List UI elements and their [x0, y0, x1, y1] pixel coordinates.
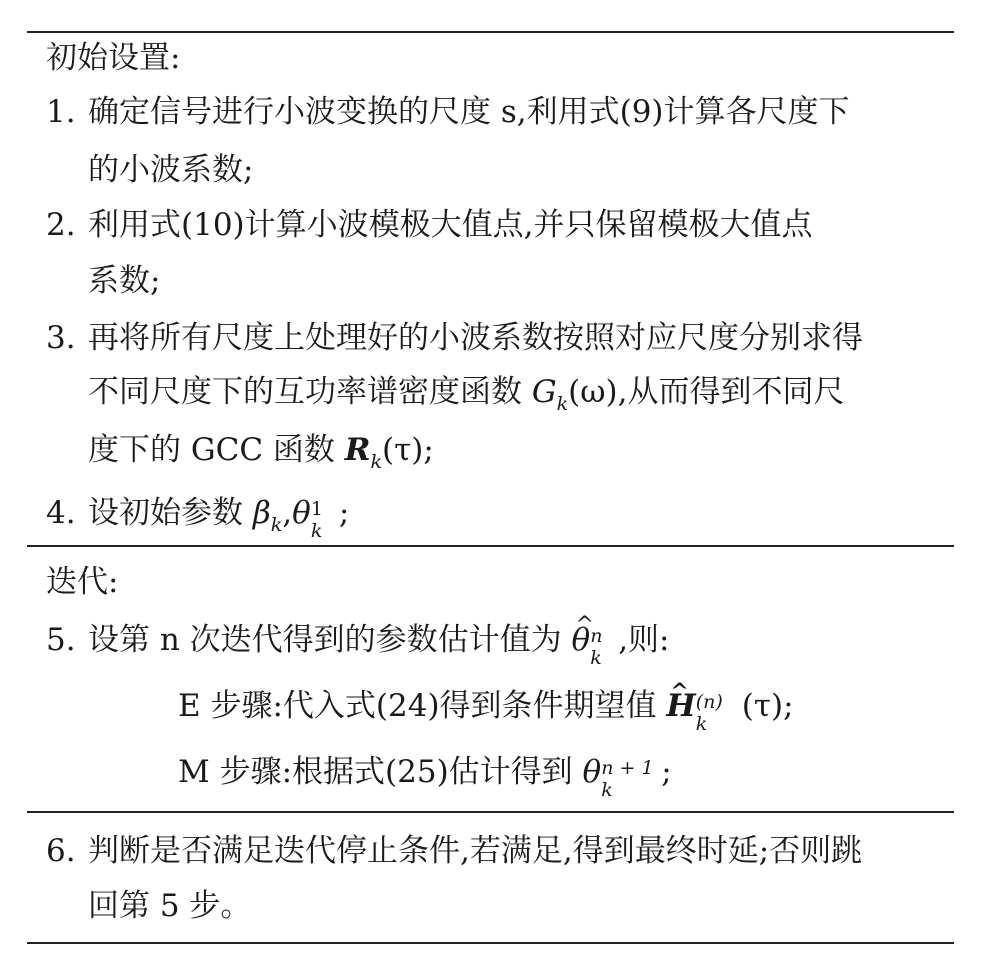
- e-step-text-b: ;: [783, 688, 794, 724]
- psd-subscript: k: [556, 393, 569, 415]
- step-2-number: 2.: [46, 207, 76, 243]
- psd-argument: (ω): [568, 374, 618, 410]
- bottom-rule: [27, 942, 954, 944]
- step-4-line: [88, 493, 349, 545]
- gcc-subscript: k: [370, 451, 383, 473]
- theta-hat-subscript: k: [590, 647, 602, 669]
- step-3-line-1: 再将所有尺度上处理好的小波系数按照对应尺度分别求得: [88, 320, 863, 356]
- step-2-line-1: 利用式(10)计算小波模极大值点,并只保留模极大值点: [88, 207, 813, 243]
- theta-next-symbol: θ: [582, 754, 602, 790]
- m-step-line: [178, 752, 672, 801]
- step-6-line-1: 判断是否满足迭代停止条件,若满足,得到最终时延;否则跳: [88, 833, 863, 869]
- step-1-line-1: 确定信号进行小波变换的尺度 s,利用式(9)计算各尺度下: [88, 94, 850, 130]
- theta-hat-superscript: n: [590, 625, 603, 647]
- step-5-text-b: ,则:: [618, 622, 670, 658]
- h-hat-superscript: (n): [695, 691, 723, 713]
- middle-rule: [27, 545, 954, 547]
- step-5-text-a: 设第 n 次迭代得到的参数估计值为: [88, 622, 572, 658]
- step-3-line-2: [88, 372, 844, 424]
- param-comma: ,: [282, 495, 293, 531]
- step-3-line-3a: 度下的 GCC 函数: [88, 432, 345, 468]
- step-4-number: 4.: [46, 495, 76, 531]
- theta-hat-symbol: ^ θ: [572, 620, 591, 660]
- theta-subscript: k: [310, 520, 323, 542]
- step-1-number: 1.: [46, 94, 76, 130]
- beta-subscript: k: [270, 514, 283, 536]
- theta-hat-supsub: [590, 620, 618, 669]
- theta-next-subscript: k: [601, 779, 613, 801]
- step-5-line: [88, 620, 670, 669]
- step-3-line-2b: ,从而得到不同尺: [617, 374, 845, 410]
- step-3-line-2a: 不同尺度下的互功率谱密度函数: [88, 374, 532, 410]
- step-5-number: 5.: [46, 622, 76, 658]
- step-3-number: 3.: [46, 320, 76, 356]
- step-3-line-3b: ;: [423, 432, 434, 468]
- step-4-semicolon: ;: [338, 495, 350, 531]
- theta-next-superscript: n + 1: [601, 757, 654, 779]
- step-3-line-3: [88, 430, 434, 482]
- h-hat-symbol: ^ H: [666, 686, 695, 726]
- beta-symbol: β: [252, 495, 271, 531]
- lower-rule: [27, 811, 954, 813]
- psd-function-symbol: G: [531, 374, 557, 410]
- h-hat-argument: (τ): [741, 688, 784, 724]
- m-step-text-b: ;: [661, 754, 672, 790]
- e-step-line: [178, 686, 794, 735]
- step-2-line-2: 系数;: [88, 263, 161, 299]
- m-step-text-a: M 步骤:根据式(25)估计得到: [178, 754, 583, 790]
- top-rule: [27, 31, 954, 33]
- theta-next-supsub: [601, 752, 661, 801]
- step-6-number: 6.: [46, 833, 76, 869]
- step-4-text: 设初始参数: [88, 495, 253, 531]
- gcc-argument: (τ): [382, 432, 424, 468]
- step-6-line-2: 回第 5 步。: [88, 888, 252, 924]
- e-step-text-a: E 步骤:代入式(24)得到条件期望值: [178, 688, 667, 724]
- theta-supsub: [310, 493, 339, 542]
- gcc-function-symbol: R: [344, 432, 371, 468]
- h-hat-supsub: [695, 686, 742, 735]
- h-hat-subscript: k: [695, 713, 708, 735]
- step-1-line-2: 的小波系数;: [88, 152, 254, 188]
- theta-superscript: 1: [310, 498, 323, 520]
- iter-section-title: 迭代:: [46, 564, 119, 600]
- theta-symbol: θ: [292, 495, 311, 531]
- init-section-title: 初始设置:: [46, 40, 181, 76]
